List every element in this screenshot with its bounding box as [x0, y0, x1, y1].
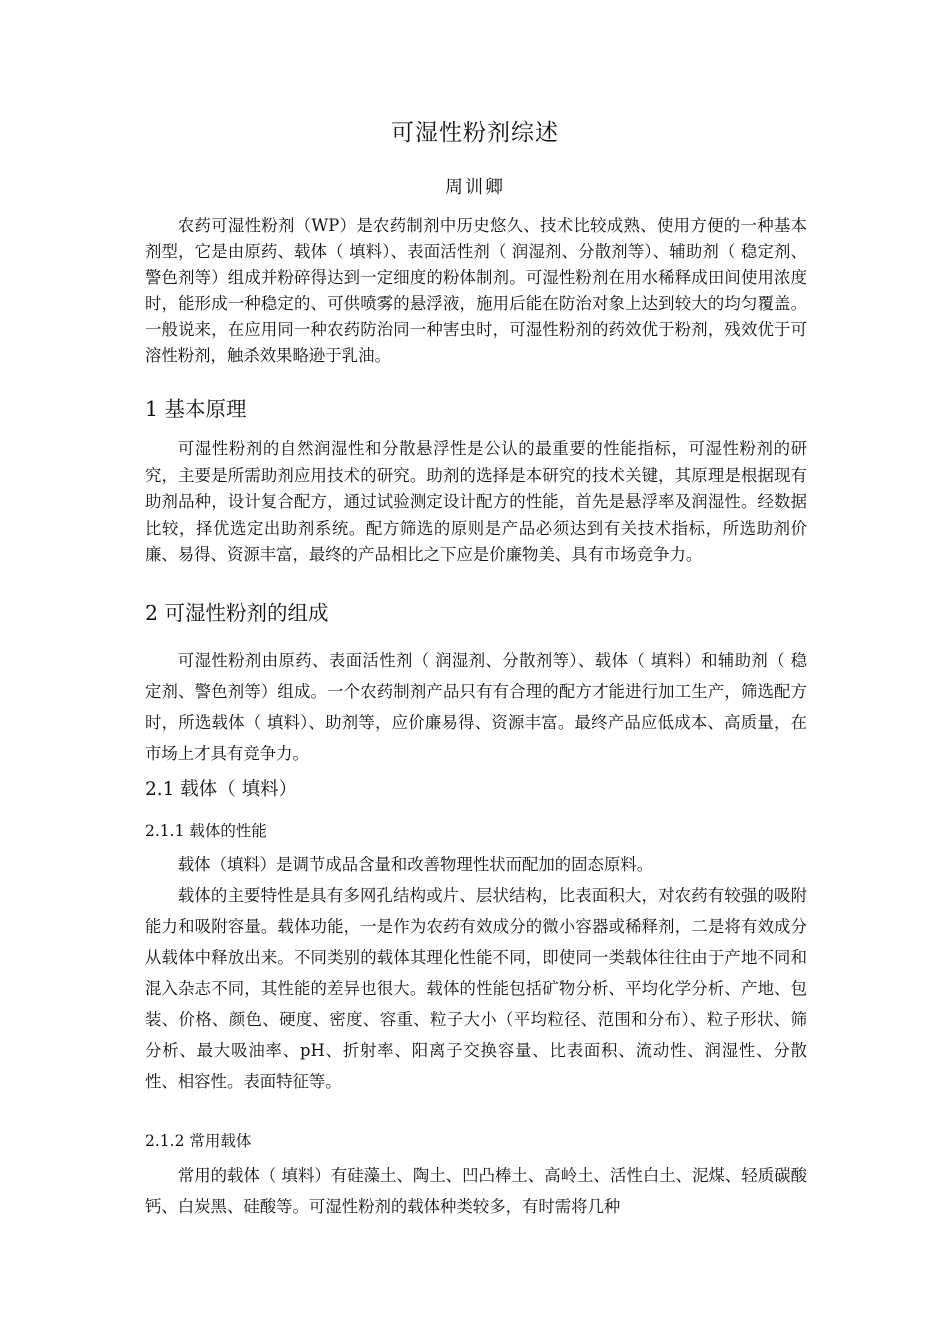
- section-2-1-1-paragraph-a: 载体（填料）是调节成品含量和改善物理性状而配加的固态原料。: [177, 855, 654, 874]
- section-2-paragraph: 可湿性粉剂由原药、表面活性剂（ 润湿剂、分散剂等）、载体（ 填料）和辅助剂（ 稳定剂、警色剂等）组成。一个农药制剂产品只有有合理的配方才能进行加工生产，筛选配方时，所选载体（ 填料）、助剂等，应价廉易得、资源丰富。最终产品应低成本、高质量，在市场上才具有竞争力。: [145, 651, 807, 763]
- section-2-1-1-heading: 2.1.1 载体的性能: [145, 822, 267, 840]
- section-1-heading: 1 基本原理: [145, 397, 247, 421]
- section-2-1-heading: 2.1 载体（ 填料）: [145, 779, 298, 800]
- section-2-1-2-heading: 2.1.2 常用载体: [145, 1132, 252, 1150]
- section-2-1-1-paragraph-b: 载体的主要特性是具有多网孔结构或片、层状结构，比表面积大，对农药有较强的吸附能力和吸附容量。载体功能，一是作为农药有效成分的微小容器或稀释剂，二是将有效成分从载体中释放出来。不同类别的载体其理化性能不同，即使同一类载体往往由于产地不同和混入杂志不同，其性能的差异也很大。载体的性能包括矿物分析、平均化学分析、产地、包装、价格、颜色、硬度、密度、容重、粒子大小（平均粒径、范围和分布）、粒子形状、筛分析、最大吸油率、pH、折射率、阳离子交换容量、比表面积、流动性、润湿性、分散性、相容性。表面特征等。: [145, 886, 807, 1091]
- document-author: 周训卿: [445, 177, 505, 198]
- section-1-paragraph: 可湿性粉剂的自然润湿性和分散悬浮性是公认的最重要的性能指标，可湿性粉剂的研究，主要是所需助剂应用技术的研究。助剂的选择是本研究的技术关键，其原理是根据现有助剂品种，设计复合配方，通过试验测定设计配方的性能，首先是悬浮率及润湿性。经数据比较，择优选定出助剂系统。配方筛选的原则是产品必须达到有关技术指标，所选助剂价廉、易得、资源丰富，最终的产品相比之下应是价廉物美、具有市场竞争力。: [145, 439, 807, 564]
- section-2-heading: 2 可湿性粉剂的组成: [145, 601, 329, 625]
- section-2-1-2-paragraph: 常用的载体（ 填料）有硅藻土、陶土、凹凸棒土、高岭土、活性白土、泥煤、轻质碳酸钙、白炭黑、硅酸等。可湿性粉剂的载体种类较多，有时需将几种: [145, 1166, 807, 1216]
- intro-paragraph: 农药可湿性粉剂（WP）是农药制剂中历史悠久、技术比较成熟、使用方便的一种基本剂型，它是由原药、载体（ 填料）、表面活性剂（ 润湿剂、分散剂等）、辅助剂（ 稳定剂、警色剂等）组成并粉碎得达到一定细度的粉体制剂。可湿性粉剂在用水稀释成田间使用浓度时，能形成一种稳定的、可供喷雾的悬浮液，施用后能在防治对象上达到较大的均匀覆盖。一般说来，在应用同一种农药防治同一种害虫时，可湿性粉剂的药效优于粉剂，残效优于可溶性粉剂，触杀效果略逊于乳油。: [145, 216, 807, 365]
- document-title: 可湿性粉剂综述: [391, 120, 559, 146]
